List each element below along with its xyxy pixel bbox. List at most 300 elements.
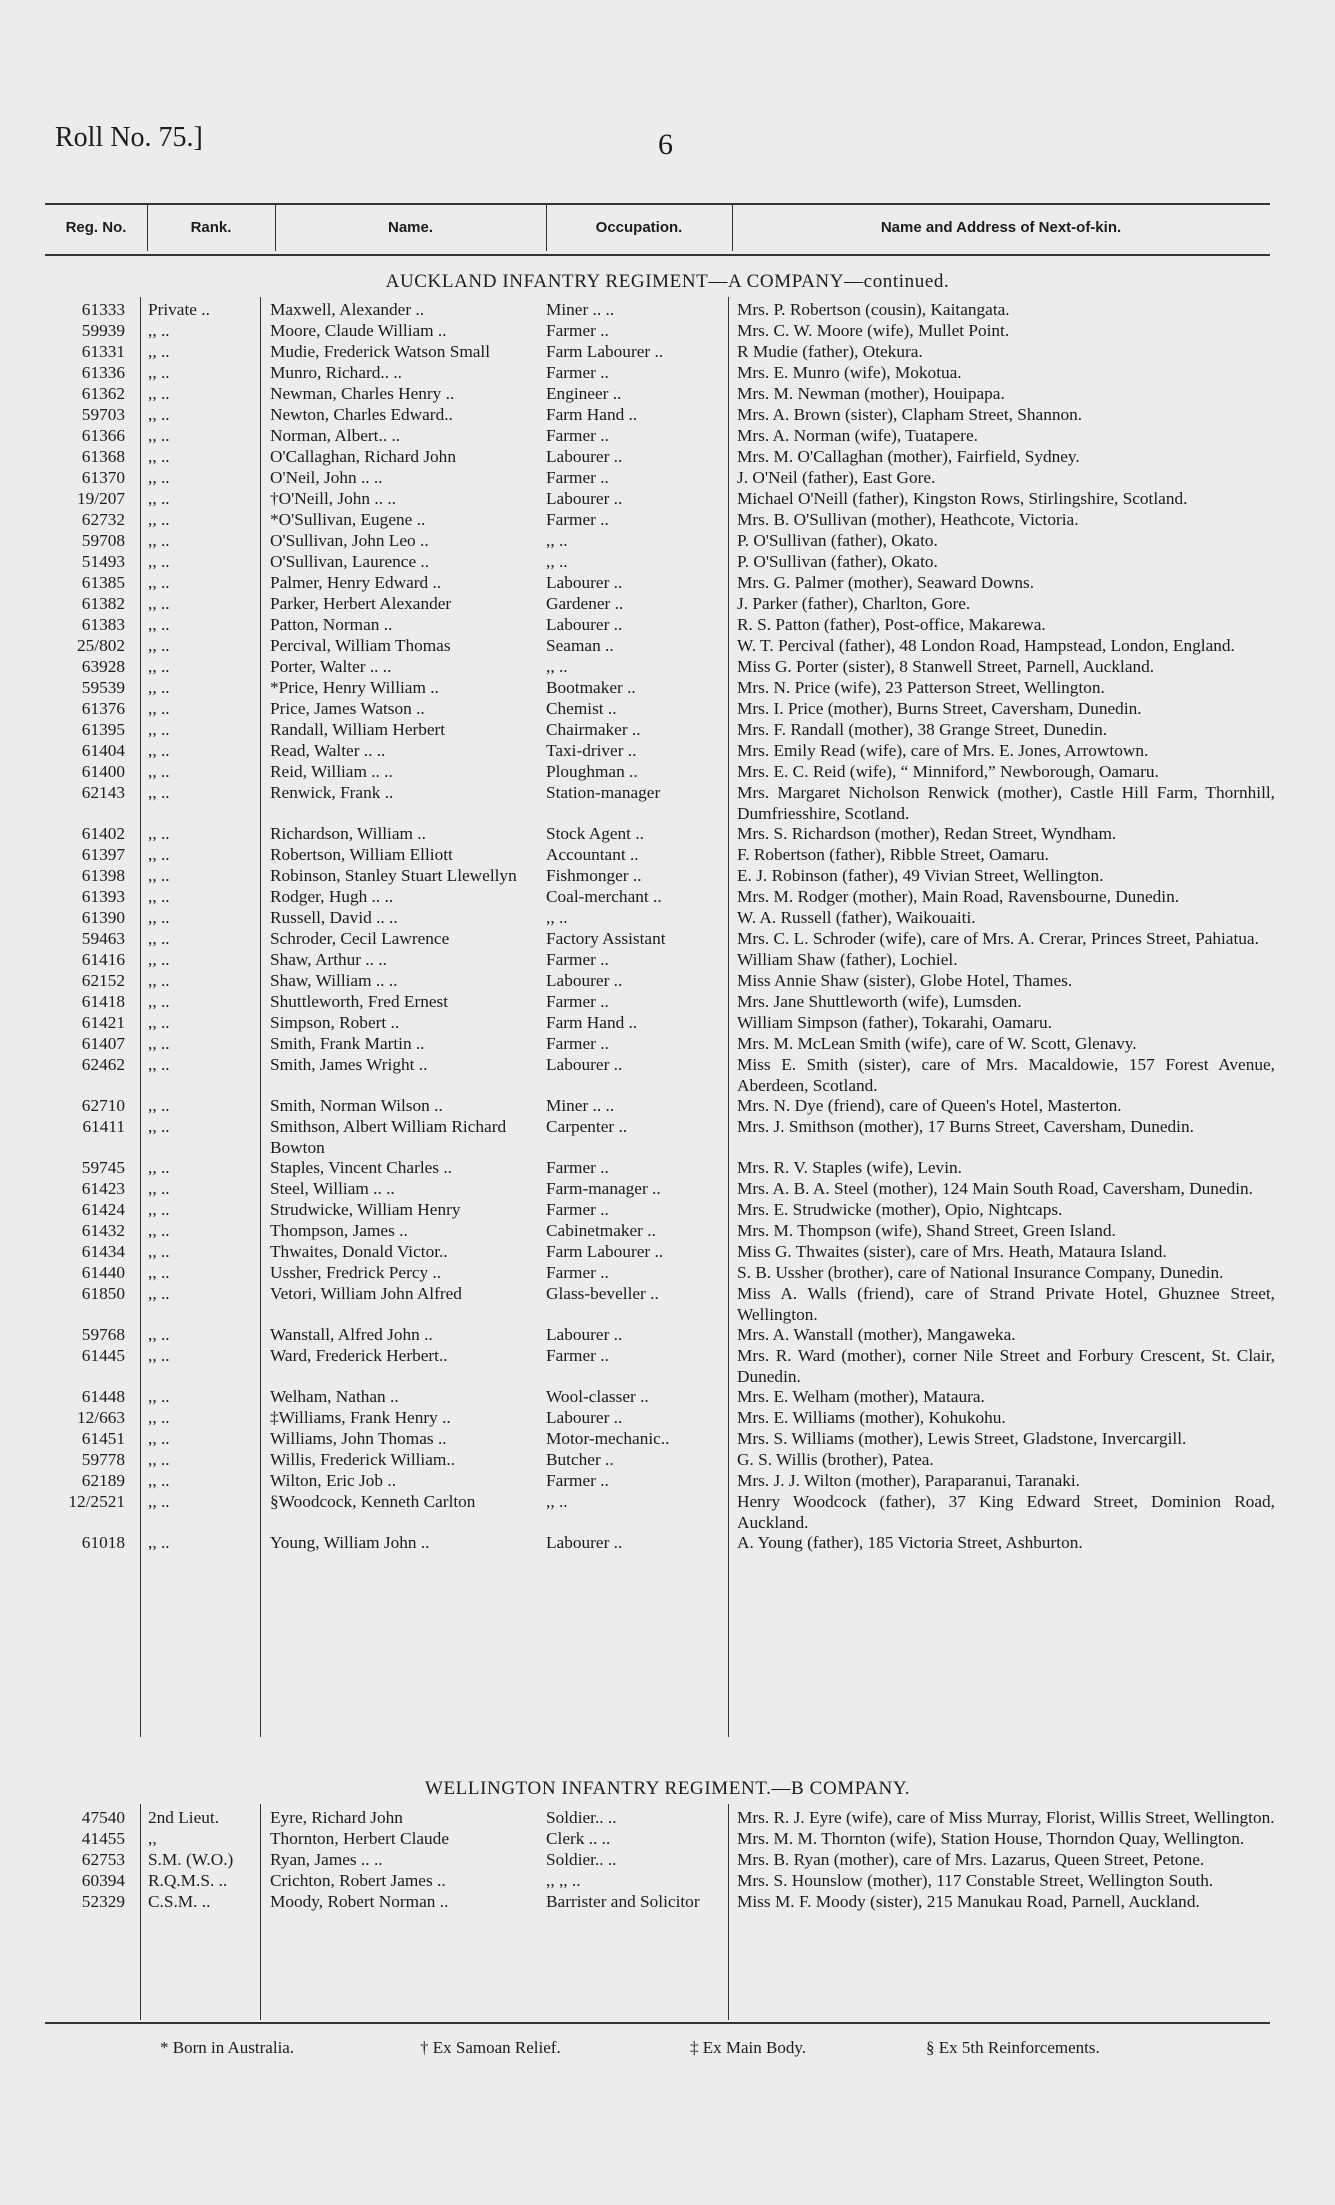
- reg-number: 12/663: [76, 1408, 125, 1427]
- occupation: Farmer ..: [546, 1200, 609, 1219]
- rank: ,, ..: [148, 1179, 170, 1198]
- soldier-name: Reid, William .. ..: [270, 762, 393, 781]
- reg-number: 61402: [81, 824, 125, 843]
- next-of-kin: Mrs. E. Munro (wife), Mokotua.: [737, 363, 962, 382]
- rank: ,, ..: [148, 321, 170, 340]
- rank: ,, ..: [148, 1096, 170, 1115]
- next-of-kin: R. S. Patton (father), Post-office, Makarewa.: [737, 615, 1046, 634]
- next-of-kin: Mrs. Margaret Nicholson Renwick (mother), Castle Hill Farm, Thornhill, Dumfriesshire, Scotland.: [737, 783, 1275, 823]
- soldier-name: Patton, Norman ..: [270, 615, 393, 634]
- next-of-kin: Mrs. M. O'Callaghan (mother), Fairfield, Sydney.: [737, 447, 1080, 466]
- soldier-name: Newton, Charles Edward..: [270, 405, 453, 424]
- rank: ,, ..: [148, 678, 170, 697]
- soldier-name: Munro, Richard.. ..: [270, 363, 402, 382]
- next-of-kin: Mrs. C. L. Schroder (wife), care of Mrs. A. Crerar, Princes Street, Pahiatua.: [737, 929, 1259, 948]
- occupation: Farm Labourer ..: [546, 342, 664, 361]
- reg-number: 61333: [81, 300, 125, 319]
- table-row: [0, 531, 1335, 552]
- next-of-kin: S. B. Ussher (brother), care of National Insurance Company, Dunedin.: [737, 1263, 1224, 1282]
- soldier-name: Wanstall, Alfred John ..: [270, 1325, 433, 1344]
- rank: ,, ..: [148, 1387, 170, 1406]
- reg-number: 59708: [81, 531, 125, 550]
- table-row: [0, 1034, 1335, 1055]
- next-of-kin: Miss G. Porter (sister), 8 Stanwell Street, Parnell, Auckland.: [737, 657, 1155, 676]
- table-row: [0, 866, 1335, 887]
- next-of-kin: Mrs. M. Newman (mother), Houipapa.: [737, 384, 1005, 403]
- table-row: [0, 678, 1335, 699]
- soldier-name: Steel, William .. ..: [270, 1179, 395, 1198]
- rank: ,, ..: [148, 1346, 170, 1365]
- table-row: [0, 1096, 1335, 1117]
- rank: ,, ..: [148, 636, 170, 655]
- table-row: [0, 950, 1335, 971]
- next-of-kin: Mrs. B. O'Sullivan (mother), Heathcote, Victoria.: [737, 510, 1079, 529]
- soldier-name: Renwick, Frank ..: [270, 783, 394, 802]
- soldier-name: Thompson, James ..: [270, 1221, 408, 1240]
- rank: ,, ..: [148, 1533, 170, 1552]
- header-rule: [45, 254, 1270, 256]
- occupation: Labourer ..: [546, 615, 623, 634]
- next-of-kin: A. Young (father), 185 Victoria Street, Ashburton.: [737, 1533, 1083, 1552]
- next-of-kin: Mrs. N. Price (wife), 23 Patterson Street, Wellington.: [737, 678, 1105, 697]
- reg-number: 61400: [81, 762, 125, 781]
- reg-number: 51493: [81, 552, 125, 571]
- occupation: Fishmonger ..: [546, 866, 642, 885]
- col-rank-header: Rank.: [147, 203, 276, 251]
- reg-number: 61404: [81, 741, 125, 760]
- reg-number: 61397: [81, 845, 125, 864]
- occupation: Soldier.. ..: [546, 1850, 617, 1869]
- rank: ,,: [148, 1829, 157, 1848]
- reg-number: 62152: [81, 971, 125, 990]
- rank: ,, ..: [148, 971, 170, 990]
- soldier-name: Porter, Walter .. ..: [270, 657, 392, 676]
- next-of-kin: Mrs. E. Strudwicke (mother), Opio, Nightcaps.: [737, 1200, 1063, 1219]
- reg-number: 61423: [81, 1179, 125, 1198]
- occupation: ,, ..: [546, 1492, 568, 1511]
- next-of-kin: Mrs. E. Williams (mother), Kohukohu.: [737, 1408, 1006, 1427]
- soldier-name: Robinson, Stanley Stuart Llewellyn: [270, 866, 517, 885]
- rank: ,, ..: [148, 887, 170, 906]
- soldier-name: Price, James Watson ..: [270, 699, 425, 718]
- soldier-name: Wilton, Eric Job ..: [270, 1471, 397, 1490]
- rank: ,, ..: [148, 783, 170, 802]
- next-of-kin: G. S. Willis (brother), Patea.: [737, 1450, 934, 1469]
- section-title-wellington: WELLINGTON INFANTRY REGIMENT.—B COMPANY.: [424, 1778, 911, 1799]
- soldier-name: Smith, Norman Wilson ..: [270, 1096, 443, 1115]
- next-of-kin: Miss E. Smith (sister), care of Mrs. Macaldowie, 157 Forest Avenue, Aberdeen, Scotland.: [737, 1055, 1275, 1095]
- table-row: [0, 1829, 1335, 1850]
- rank: ,, ..: [148, 741, 170, 760]
- next-of-kin: Mrs. P. Robertson (cousin), Kaitangata.: [737, 300, 1010, 319]
- soldier-name: Newman, Charles Henry ..: [270, 384, 455, 403]
- occupation: Farmer ..: [546, 1471, 609, 1490]
- next-of-kin: Mrs. M. Thompson (wife), Shand Street, Green Island.: [737, 1221, 1116, 1240]
- soldier-name: ‡Williams, Frank Henry ..: [270, 1408, 451, 1427]
- reg-number: 60394: [81, 1871, 125, 1890]
- reg-number: 25/802: [76, 636, 125, 655]
- soldier-name: Moody, Robert Norman ..: [270, 1892, 449, 1911]
- soldier-name: Maxwell, Alexander ..: [270, 300, 425, 319]
- occupation: Seaman ..: [546, 636, 614, 655]
- next-of-kin: Michael O'Neill (father), Kingston Rows, Stirlingshire, Scotland.: [737, 489, 1188, 508]
- table-row: [0, 720, 1335, 741]
- rank: ,, ..: [148, 342, 170, 361]
- reg-number: 61398: [81, 866, 125, 885]
- reg-number: 61395: [81, 720, 125, 739]
- rank: ,, ..: [148, 992, 170, 1011]
- rank: 2nd Lieut.: [148, 1808, 220, 1827]
- table-row: [0, 615, 1335, 636]
- reg-number: 62189: [81, 1471, 125, 1490]
- rank: ,, ..: [148, 1158, 170, 1177]
- rank: ,, ..: [148, 929, 170, 948]
- next-of-kin: Mrs. R. Ward (mother), corner Nile Street and Forbury Crescent, St. Clair, Dunedin.: [737, 1346, 1275, 1386]
- next-of-kin: Mrs. M. McLean Smith (wife), care of W. Scott, Glenavy.: [737, 1034, 1137, 1053]
- soldier-name: Simpson, Robert ..: [270, 1013, 400, 1032]
- reg-number: 63928: [81, 657, 125, 676]
- next-of-kin: Mrs. N. Dye (friend), care of Queen's Hotel, Masterton.: [737, 1096, 1122, 1115]
- rank: ,, ..: [148, 405, 170, 424]
- rank: ,, ..: [148, 1492, 170, 1511]
- table-row: [0, 1117, 1335, 1158]
- occupation: Clerk .. ..: [546, 1829, 611, 1848]
- table-row: [0, 384, 1335, 405]
- next-of-kin: Mrs. G. Palmer (mother), Seaward Downs.: [737, 573, 1035, 592]
- occupation: Labourer ..: [546, 1325, 623, 1344]
- rank: ,, ..: [148, 1263, 170, 1282]
- table-row: [0, 426, 1335, 447]
- table-row: [0, 1408, 1335, 1429]
- footnote: * Born in Australia.: [160, 2038, 295, 2057]
- table-row: [0, 657, 1335, 678]
- rank: ,, ..: [148, 594, 170, 613]
- table-row: [0, 300, 1335, 321]
- soldier-name: Norman, Albert.. ..: [270, 426, 401, 445]
- next-of-kin: Mrs. A. Brown (sister), Clapham Street, Shannon.: [737, 405, 1083, 424]
- next-of-kin: Miss M. F. Moody (sister), 215 Manukau Road, Parnell, Auckland.: [737, 1892, 1200, 1911]
- table-row: [0, 929, 1335, 950]
- next-of-kin: F. Robertson (father), Ribble Street, Oamaru.: [737, 845, 1049, 864]
- next-of-kin: Henry Woodcock (father), 37 King Edward Street, Dominion Road, Auckland.: [737, 1492, 1275, 1532]
- occupation: Labourer ..: [546, 489, 623, 508]
- table-row: [0, 971, 1335, 992]
- soldier-name: Shuttleworth, Fred Ernest: [270, 992, 449, 1011]
- occupation: Labourer ..: [546, 1533, 623, 1552]
- rank: ,, ..: [148, 845, 170, 864]
- rank: ,, ..: [148, 1013, 170, 1032]
- soldier-name: Ward, Frederick Herbert..: [270, 1346, 448, 1365]
- table-row: [0, 845, 1335, 866]
- next-of-kin: R Mudie (father), Otekura.: [737, 342, 923, 361]
- reg-number: 47540: [81, 1808, 125, 1827]
- next-of-kin: Mrs. Jane Shuttleworth (wife), Lumsden.: [737, 992, 1022, 1011]
- rank: ,, ..: [148, 363, 170, 382]
- reg-number: 61411: [82, 1117, 125, 1136]
- occupation: Labourer ..: [546, 1408, 623, 1427]
- roll-number: Roll No. 75.]: [55, 122, 203, 153]
- reg-number: 61407: [81, 1034, 125, 1053]
- table-row: [0, 887, 1335, 908]
- occupation: Wool-classer ..: [546, 1387, 649, 1406]
- soldier-name: Robertson, William Elliott: [270, 845, 453, 864]
- rank: ,, ..: [148, 1200, 170, 1219]
- reg-number: 61440: [81, 1263, 125, 1282]
- soldier-name: Shaw, Arthur .. ..: [270, 950, 387, 969]
- reg-number: 61393: [81, 887, 125, 906]
- occupation: Farmer ..: [546, 468, 609, 487]
- next-of-kin: P. O'Sullivan (father), Okato.: [737, 531, 938, 550]
- occupation: ,, ,, ..: [546, 1871, 581, 1890]
- soldier-name: Moore, Claude William ..: [270, 321, 447, 340]
- table-row: [0, 321, 1335, 342]
- rank: ,, ..: [148, 1117, 170, 1136]
- rank: ,, ..: [148, 531, 170, 550]
- table-row: [0, 762, 1335, 783]
- occupation: Farm Hand ..: [546, 405, 638, 424]
- next-of-kin: Miss Annie Shaw (sister), Globe Hotel, Thames.: [737, 971, 1073, 990]
- next-of-kin: Mrs. C. W. Moore (wife), Mullet Point.: [737, 321, 1010, 340]
- occupation: Farmer ..: [546, 1158, 609, 1177]
- occupation: Stock Agent ..: [546, 824, 644, 843]
- occupation: Ploughman ..: [546, 762, 638, 781]
- occupation: Farmer ..: [546, 363, 609, 382]
- occupation: Farmer ..: [546, 992, 609, 1011]
- table-row: [0, 1158, 1335, 1179]
- table-row: [0, 552, 1335, 573]
- rank: ,, ..: [148, 1034, 170, 1053]
- soldier-name: Shaw, William .. ..: [270, 971, 398, 990]
- rank: ,, ..: [148, 1450, 170, 1469]
- rank: R.Q.M.S. ..: [148, 1871, 228, 1890]
- next-of-kin: P. O'Sullivan (father), Okato.: [737, 552, 938, 571]
- next-of-kin: Mrs. E. Welham (mother), Mataura.: [737, 1387, 985, 1406]
- reg-number: 52329: [81, 1892, 125, 1911]
- table-row: [0, 1808, 1335, 1829]
- next-of-kin: Mrs. R. V. Staples (wife), Levin.: [737, 1158, 962, 1177]
- next-of-kin: Mrs. S. Williams (mother), Lewis Street, Gladstone, Invercargill.: [737, 1429, 1187, 1448]
- table-row: [0, 636, 1335, 657]
- table-row: [0, 824, 1335, 845]
- table-row: [0, 1013, 1335, 1034]
- reg-number: 62732: [81, 510, 125, 529]
- occupation: Farm Labourer ..: [546, 1242, 664, 1261]
- reg-number: 61385: [81, 573, 125, 592]
- next-of-kin: Mrs. A. Wanstall (mother), Mangaweka.: [737, 1325, 1016, 1344]
- soldier-name: *Price, Henry William ..: [270, 678, 439, 697]
- rank: ,, ..: [148, 657, 170, 676]
- occupation: Farmer ..: [546, 1034, 609, 1053]
- occupation: Accountant ..: [546, 845, 639, 864]
- next-of-kin: Mrs. M. M. Thornton (wife), Station House, Thorndon Quay, Wellington.: [737, 1829, 1245, 1848]
- table-row: [0, 1892, 1335, 1913]
- reg-number: 61416: [81, 950, 125, 969]
- table-row: [0, 342, 1335, 363]
- reg-number: 61331: [81, 342, 125, 361]
- table-row: [0, 741, 1335, 762]
- soldier-name: Staples, Vincent Charles ..: [270, 1158, 452, 1177]
- footnote: † Ex Samoan Relief.: [420, 2038, 561, 2057]
- soldier-name: Welham, Nathan ..: [270, 1387, 399, 1406]
- reg-number: 61383: [81, 615, 125, 634]
- reg-number: 61336: [81, 363, 125, 382]
- occupation: Farmer ..: [546, 426, 609, 445]
- rank: ,, ..: [148, 447, 170, 466]
- table-row: [0, 1179, 1335, 1200]
- table-row: [0, 783, 1335, 824]
- reg-number: 61448: [81, 1387, 125, 1406]
- table-row: [0, 1055, 1335, 1096]
- soldier-name: Parker, Herbert Alexander: [270, 594, 452, 613]
- next-of-kin: Mrs. J. J. Wilton (mother), Paraparanui, Taranaki.: [737, 1471, 1080, 1490]
- reg-number: 59768: [81, 1325, 125, 1344]
- rank: Private ..: [148, 300, 210, 319]
- reg-number: 61421: [81, 1013, 125, 1032]
- table-row: [0, 992, 1335, 1013]
- reg-number: 59745: [81, 1158, 125, 1177]
- next-of-kin: Mrs. I. Price (mother), Burns Street, Caversham, Dunedin.: [737, 699, 1142, 718]
- rank: ,, ..: [148, 426, 170, 445]
- occupation: Carpenter ..: [546, 1117, 628, 1136]
- table-row: [0, 1221, 1335, 1242]
- occupation: Taxi-driver ..: [546, 741, 637, 760]
- reg-number: 61850: [81, 1284, 125, 1303]
- reg-number: 61445: [81, 1346, 125, 1365]
- next-of-kin: W. T. Percival (father), 48 London Road, Hampstead, London, England.: [737, 636, 1235, 655]
- reg-number: 12/2521: [68, 1492, 125, 1511]
- reg-number: 59778: [81, 1450, 125, 1469]
- table-row: [0, 1200, 1335, 1221]
- reg-number: 61370: [81, 468, 125, 487]
- rank: ,, ..: [148, 950, 170, 969]
- col-occupation-header: Occupation.: [546, 203, 733, 251]
- reg-number: 62753: [81, 1850, 125, 1869]
- soldier-name: Russell, David .. ..: [270, 908, 398, 927]
- next-of-kin: Miss A. Walls (friend), care of Strand Private Hotel, Ghuznee Street, Wellington.: [737, 1284, 1275, 1324]
- reg-number: 41455: [81, 1829, 125, 1848]
- rank: ,, ..: [148, 489, 170, 508]
- next-of-kin: Mrs. J. Smithson (mother), 17 Burns Street, Caversham, Dunedin.: [737, 1117, 1194, 1136]
- table-row: [0, 1492, 1335, 1533]
- table-row: [0, 1471, 1335, 1492]
- occupation: Engineer ..: [546, 384, 622, 403]
- table-row: [0, 908, 1335, 929]
- soldier-name: Thornton, Herbert Claude: [270, 1829, 449, 1848]
- rank: ,, ..: [148, 762, 170, 781]
- rank: ,, ..: [148, 552, 170, 571]
- reg-number: 59539: [81, 678, 125, 697]
- soldier-name: §Woodcock, Kenneth Carlton: [270, 1492, 476, 1511]
- reg-number: 62143: [81, 783, 125, 802]
- occupation: Butcher ..: [546, 1450, 614, 1469]
- rank: ,, ..: [148, 824, 170, 843]
- rank: ,, ..: [148, 1471, 170, 1490]
- occupation: Motor-mechanic..: [546, 1429, 670, 1448]
- occupation: Chairmaker ..: [546, 720, 641, 739]
- reg-number: 61424: [81, 1200, 125, 1219]
- occupation: Coal-merchant ..: [546, 887, 662, 906]
- table-row: [0, 510, 1335, 531]
- occupation: Cabinetmaker ..: [546, 1221, 656, 1240]
- rank: ,, ..: [148, 908, 170, 927]
- reg-number: 61390: [81, 908, 125, 927]
- table-row: [0, 573, 1335, 594]
- table-row: [0, 405, 1335, 426]
- soldier-name: O'Sullivan, John Leo ..: [270, 531, 429, 550]
- occupation: Farm Hand ..: [546, 1013, 638, 1032]
- next-of-kin: Mrs. S. Hounslow (mother), 117 Constable Street, Wellington South.: [737, 1871, 1214, 1890]
- occupation: Chemist ..: [546, 699, 617, 718]
- next-of-kin: Miss G. Thwaites (sister), care of Mrs. Heath, Mataura Island.: [737, 1242, 1167, 1261]
- soldier-name: Percival, William Thomas: [270, 636, 451, 655]
- next-of-kin: Mrs. R. J. Eyre (wife), care of Miss Murray, Florist, Willis Street, Wellington.: [737, 1808, 1275, 1827]
- occupation: Labourer ..: [546, 971, 623, 990]
- occupation: ,, ..: [546, 657, 568, 676]
- table-row: [0, 1284, 1335, 1325]
- rank: C.S.M. ..: [148, 1892, 211, 1911]
- next-of-kin: Mrs. E. C. Reid (wife), “ Minniford,” Newborough, Oamaru.: [737, 762, 1159, 781]
- col-kin-header: Name and Address of Next-of-kin.: [880, 218, 1122, 236]
- occupation: Farmer ..: [546, 1346, 609, 1365]
- reg-number: 61451: [81, 1429, 125, 1448]
- rank: ,, ..: [148, 384, 170, 403]
- table-row: [0, 1242, 1335, 1263]
- next-of-kin: Mrs. Emily Read (wife), care of Mrs. E. Jones, Arrowtown.: [737, 741, 1149, 760]
- soldier-name: Vetori, William John Alfred: [270, 1284, 462, 1303]
- rank: ,, ..: [148, 866, 170, 885]
- table-row: [0, 1533, 1335, 1554]
- soldier-name: Smith, James Wright ..: [270, 1055, 428, 1074]
- soldier-name: O'Neil, John .. ..: [270, 468, 383, 487]
- rank: ,, ..: [148, 1221, 170, 1240]
- next-of-kin: William Shaw (father), Lochiel.: [737, 950, 958, 969]
- rank: ,, ..: [148, 468, 170, 487]
- rank: ,, ..: [148, 1325, 170, 1344]
- reg-number: 62710: [81, 1096, 125, 1115]
- rank: ,, ..: [148, 699, 170, 718]
- soldier-name: Willis, Frederick William..: [270, 1450, 455, 1469]
- soldier-name: †O'Neill, John .. ..: [270, 489, 396, 508]
- occupation: Miner .. ..: [546, 300, 615, 319]
- occupation: Factory Assistant: [546, 929, 666, 948]
- occupation: Labourer ..: [546, 447, 623, 466]
- reg-number: 61382: [81, 594, 125, 613]
- rank: ,, ..: [148, 1055, 170, 1074]
- reg-number: 61418: [81, 992, 125, 1011]
- occupation: Miner .. ..: [546, 1096, 615, 1115]
- soldier-name: Randall, William Herbert: [270, 720, 446, 739]
- reg-number: 59939: [81, 321, 125, 340]
- soldier-name: *O'Sullivan, Eugene ..: [270, 510, 426, 529]
- roll-list-auckland: [0, 300, 1335, 1554]
- table-row: [0, 1325, 1335, 1346]
- reg-number: 61362: [81, 384, 125, 403]
- table-row: [0, 447, 1335, 468]
- section-title-auckland: AUCKLAND INFANTRY REGIMENT—A COMPANY—continued.: [385, 271, 950, 292]
- reg-number: 61366: [81, 426, 125, 445]
- soldier-name: O'Sullivan, Laurence ..: [270, 552, 430, 571]
- occupation: Barrister and Solicitor: [546, 1892, 700, 1911]
- occupation: Labourer ..: [546, 573, 623, 592]
- table-row: [0, 363, 1335, 384]
- rank: ,, ..: [148, 510, 170, 529]
- table-row: [0, 699, 1335, 720]
- soldier-name: Richardson, William ..: [270, 824, 426, 843]
- table-row: [0, 1850, 1335, 1871]
- table-row: [0, 489, 1335, 510]
- reg-number: 59703: [81, 405, 125, 424]
- table-row: [0, 1263, 1335, 1284]
